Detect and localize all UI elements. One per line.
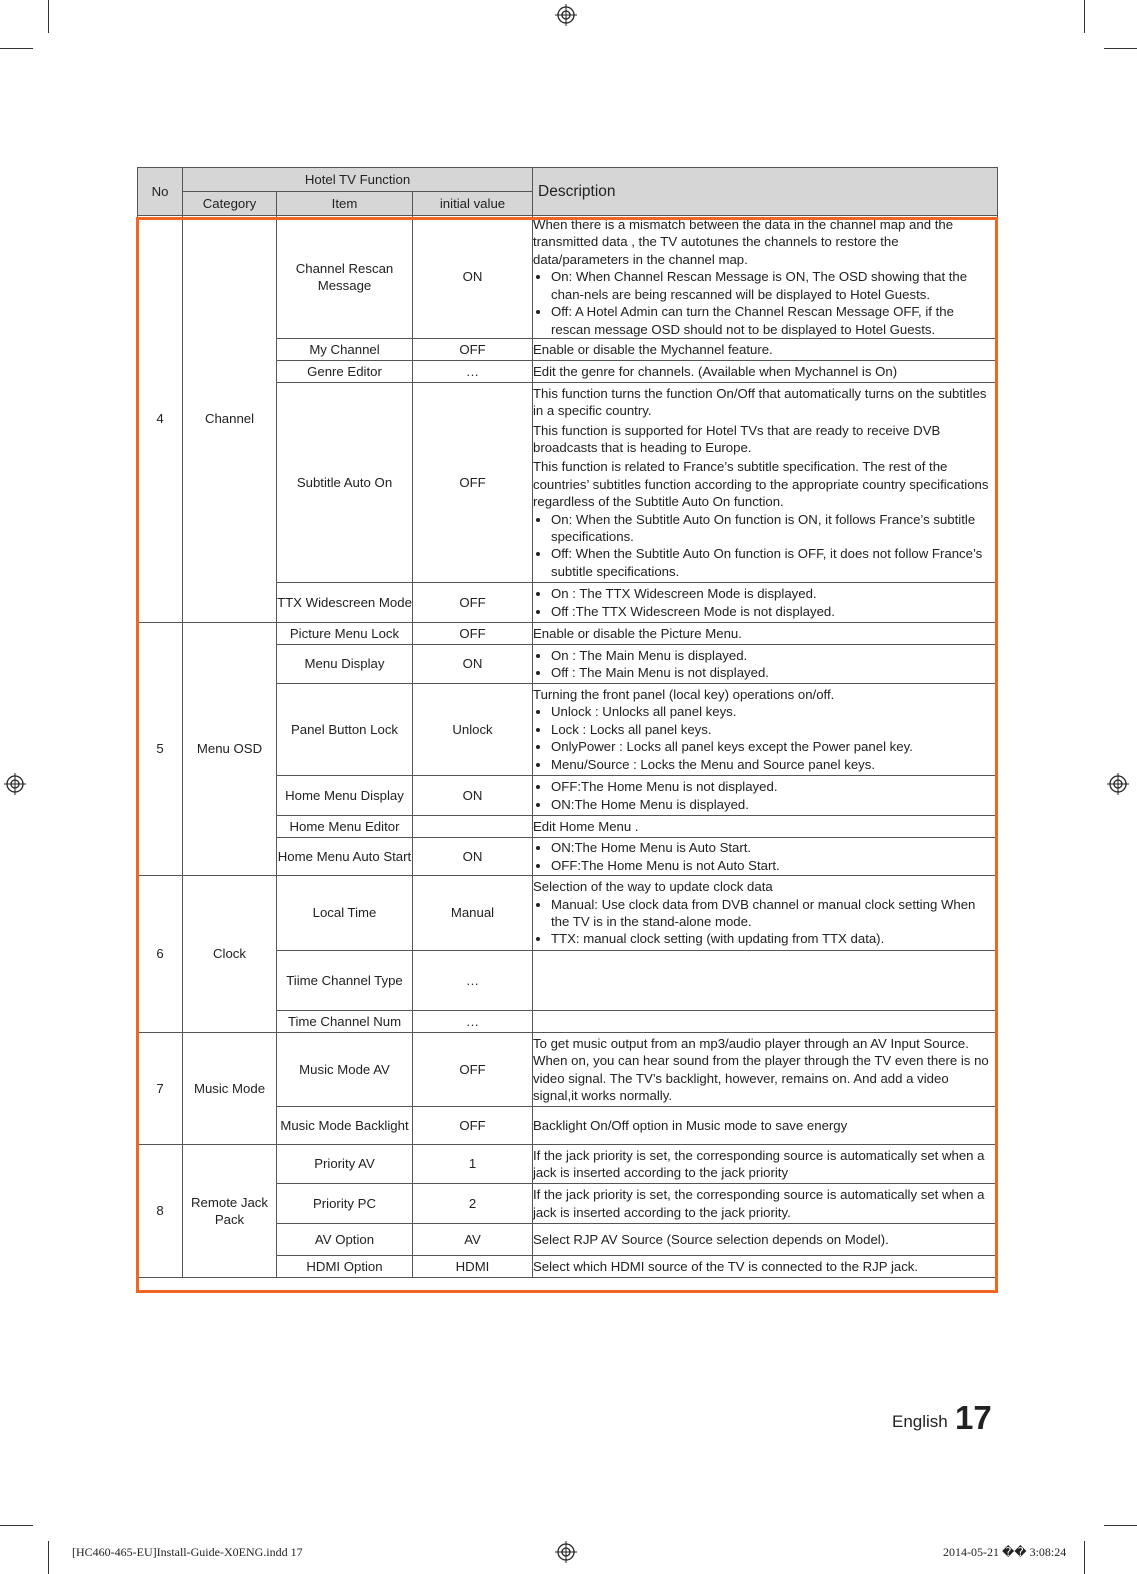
item-description bbox=[533, 684, 998, 776]
item-description bbox=[533, 1256, 998, 1278]
item-description bbox=[533, 361, 998, 383]
header-no: No bbox=[138, 168, 183, 216]
item-description bbox=[533, 1184, 998, 1224]
item-name: Genre Editor bbox=[277, 361, 413, 383]
description-text: Edit Home Menu . bbox=[533, 818, 639, 834]
description-text: Select RJP AV Source (Source selection depends on Model). bbox=[533, 1231, 889, 1247]
initial-value: AV bbox=[413, 1224, 533, 1256]
crop-mark bbox=[1084, 0, 1085, 33]
item-description bbox=[533, 816, 998, 838]
description-text: Enable or disable the Picture Menu. bbox=[533, 625, 742, 641]
description-bullets bbox=[533, 839, 997, 874]
item-description bbox=[533, 383, 998, 583]
description-bullet: • Off :The TTX Widescreen Mode is not displayed. bbox=[551, 603, 997, 620]
header-initial-value: initial value bbox=[413, 192, 533, 216]
item-description bbox=[533, 216, 998, 339]
description-bullets bbox=[533, 896, 997, 948]
crop-mark bbox=[1104, 1525, 1137, 1526]
initial-value: ON bbox=[413, 216, 533, 339]
item-name: Home Menu Auto Start bbox=[277, 838, 413, 876]
description-bullet: • Off: When the Subtitle Auto On function is OFF, it does not follow France’s subtitle specifications. bbox=[551, 545, 997, 580]
initial-value: 2 bbox=[413, 1184, 533, 1224]
item-name: Picture Menu Lock bbox=[277, 623, 413, 645]
page-number: 17 bbox=[955, 1399, 992, 1436]
description-bullet: • Lock : Locks all panel keys. bbox=[551, 721, 997, 738]
table-spacer-row bbox=[138, 1278, 998, 1287]
description-bullet: • ON:The Home Menu is Auto Start. bbox=[551, 839, 997, 856]
item-name: Time Channel Num bbox=[277, 1011, 413, 1033]
print-slug-file: [HC460-465-EU]Install-Guide-X0ENG.indd 17 bbox=[72, 1545, 303, 1559]
description-bullet: • OFF:The Home Menu is not displayed. bbox=[551, 778, 997, 795]
description-text: Turning the front panel (local key) operations on/off. bbox=[533, 686, 835, 702]
item-description bbox=[533, 876, 998, 951]
item-name: Priority AV bbox=[277, 1145, 413, 1184]
table-row bbox=[138, 1033, 998, 1107]
description-bullet: • Off : The Main Menu is not displayed. bbox=[551, 664, 997, 681]
row-number: 8 bbox=[138, 1145, 183, 1278]
crop-mark bbox=[1104, 48, 1137, 49]
item-description bbox=[533, 1224, 998, 1256]
item-description bbox=[533, 623, 998, 645]
description-bullet: • OnlyPower : Locks all panel keys except the Power panel key. bbox=[551, 738, 997, 755]
description-bullets bbox=[533, 268, 997, 338]
registration-mark-icon bbox=[555, 1541, 577, 1563]
description-bullet: • On : The Main Menu is displayed. bbox=[551, 647, 997, 664]
description-text: This function turns the function On/Off that automatically turns on the subtitles in a specific country. bbox=[533, 385, 987, 419]
item-name: Music Mode AV bbox=[277, 1033, 413, 1107]
initial-value bbox=[413, 816, 533, 838]
description-bullet: • Menu/Source : Locks the Menu and Source panel keys. bbox=[551, 756, 997, 773]
item-name: Panel Button Lock bbox=[277, 684, 413, 776]
initial-value: OFF bbox=[413, 1033, 533, 1107]
description-text: When there is a mismatch between the data in the channel map and the transmitted data , the TV autotunes the channels to restore the data/parameters in the channel map. bbox=[533, 217, 954, 267]
initial-value: OFF bbox=[413, 339, 533, 361]
description-bullet: • ON:The Home Menu is displayed. bbox=[551, 796, 997, 813]
header-item: Item bbox=[277, 192, 413, 216]
description-bullets bbox=[533, 703, 997, 773]
row-number: 4 bbox=[138, 216, 183, 623]
description-bullet: • Manual: Use clock data from DVB channel or manual clock setting When the TV is in the stand-alone mode. bbox=[551, 896, 997, 931]
row-number: 5 bbox=[138, 623, 183, 876]
description-bullets bbox=[533, 585, 997, 620]
item-name: Subtitle Auto On bbox=[277, 383, 413, 583]
description-text: If the jack priority is set, the corresponding source is automatically set when a jack is inserted according to the jack priority bbox=[533, 1147, 985, 1180]
description-text: Select which HDMI source of the TV is connected to the RJP jack. bbox=[533, 1258, 919, 1274]
initial-value: Manual bbox=[413, 876, 533, 951]
item-name: AV Option bbox=[277, 1224, 413, 1256]
row-category: Remote Jack Pack bbox=[183, 1145, 277, 1278]
initial-value: ON bbox=[413, 776, 533, 816]
table-row bbox=[138, 623, 998, 645]
registration-mark-icon bbox=[555, 4, 577, 26]
item-name: Menu Display bbox=[277, 645, 413, 684]
header-description: Description bbox=[533, 168, 998, 216]
header-category: Category bbox=[183, 192, 277, 216]
item-name: HDMI Option bbox=[277, 1256, 413, 1278]
initial-value: ON bbox=[413, 838, 533, 876]
hotel-tv-function-table bbox=[137, 167, 998, 1286]
item-name: Home Menu Display bbox=[277, 776, 413, 816]
table-row bbox=[138, 1145, 998, 1184]
description-bullet: • On : The TTX Widescreen Mode is displayed. bbox=[551, 585, 997, 602]
description-bullets bbox=[533, 511, 997, 581]
registration-mark-icon bbox=[1107, 773, 1129, 795]
spacer-cell bbox=[138, 1278, 998, 1287]
description-bullet: • OFF:The Home Menu is not Auto Start. bbox=[551, 857, 997, 874]
initial-value: HDMI bbox=[413, 1256, 533, 1278]
item-name: Tiime Channel Type bbox=[277, 951, 413, 1011]
table-row bbox=[138, 876, 998, 951]
table-body bbox=[138, 216, 998, 1287]
item-name: Local Time bbox=[277, 876, 413, 951]
description-text: This function is related to France’s subtitle specification. The rest of the countries’ subtitles function according to the appropriate country specifications regardless of the Subtitle Auto On function. bbox=[533, 459, 989, 510]
description-text: Enable or disable the Mychannel feature. bbox=[533, 341, 773, 357]
header-hotel-tv-function: Hotel TV Function bbox=[183, 168, 533, 192]
item-description bbox=[533, 1011, 998, 1033]
initial-value: ON bbox=[413, 645, 533, 684]
item-name: Music Mode Backlight bbox=[277, 1107, 413, 1145]
description-text: Selection of the way to update clock data bbox=[533, 879, 773, 895]
row-category: Clock bbox=[183, 876, 277, 1033]
description-text: If the jack priority is set, the corresponding source is automatically set when a jack is inserted according to the jack priority. bbox=[533, 1187, 985, 1220]
crop-mark bbox=[48, 0, 49, 33]
item-name: Home Menu Editor bbox=[277, 816, 413, 838]
description-bullets bbox=[533, 778, 997, 813]
description-bullet: • On: When Channel Rescan Message is ON, The OSD showing that the chan-nels are being rescanned will be displayed to Hotel Guests. bbox=[551, 268, 997, 303]
row-number: 6 bbox=[138, 876, 183, 1033]
table-row bbox=[138, 216, 998, 339]
description-bullet: • TTX: manual clock setting (with updating from TTX data). bbox=[551, 930, 997, 947]
item-description bbox=[533, 339, 998, 361]
item-description bbox=[533, 776, 998, 816]
footer-language: English bbox=[892, 1412, 948, 1431]
row-category: Menu OSD bbox=[183, 623, 277, 876]
initial-value: OFF bbox=[413, 1107, 533, 1145]
description-bullets bbox=[533, 647, 997, 682]
description-bullet: • Off: A Hotel Admin can turn the Channel Rescan Message OFF, if the rescan message OSD should not to be displayed to Hotel Guests. bbox=[551, 303, 997, 338]
initial-value: … bbox=[413, 951, 533, 1011]
item-name: TTX Widescreen Mode bbox=[277, 583, 413, 623]
description-text: Backlight On/Off option in Music mode to save energy bbox=[533, 1117, 848, 1133]
description-bullet: • Unlock : Unlocks all panel keys. bbox=[551, 703, 997, 720]
item-name: Channel Rescan Message bbox=[277, 216, 413, 339]
row-category: Channel bbox=[183, 216, 277, 623]
crop-mark bbox=[1084, 1541, 1085, 1574]
initial-value: … bbox=[413, 361, 533, 383]
description-text: This function is supported for Hotel TVs that are ready to receive DVB broadcasts that is heading to Europe. bbox=[533, 422, 941, 455]
item-description bbox=[533, 951, 998, 1011]
item-description bbox=[533, 645, 998, 684]
initial-value: OFF bbox=[413, 623, 533, 645]
initial-value: Unlock bbox=[413, 684, 533, 776]
description-bullet: • On: When the Subtitle Auto On function is ON, it follows France’s subtitle specifications. bbox=[551, 511, 997, 546]
row-number: 7 bbox=[138, 1033, 183, 1145]
item-name: My Channel bbox=[277, 339, 413, 361]
initial-value: OFF bbox=[413, 383, 533, 583]
row-category: Music Mode bbox=[183, 1033, 277, 1145]
initial-value: 1 bbox=[413, 1145, 533, 1184]
print-slug-timestamp: 2014-05-21 �� 3:08:24 bbox=[943, 1545, 1067, 1559]
item-description bbox=[533, 1033, 998, 1107]
crop-mark bbox=[48, 1541, 49, 1574]
initial-value: … bbox=[413, 1011, 533, 1033]
item-description bbox=[533, 1107, 998, 1145]
table-header bbox=[138, 168, 998, 216]
crop-mark bbox=[0, 1525, 33, 1526]
item-name: Priority PC bbox=[277, 1184, 413, 1224]
description-text: Edit the genre for channels. (Available when Mychannel is On) bbox=[533, 363, 898, 379]
crop-mark bbox=[0, 48, 33, 49]
item-description bbox=[533, 838, 998, 876]
item-description bbox=[533, 1145, 998, 1184]
registration-mark-icon bbox=[4, 773, 26, 795]
item-description bbox=[533, 583, 998, 623]
initial-value: OFF bbox=[413, 583, 533, 623]
description-text: To get music output from an mp3/audio player through an AV Input Source. When on, you can hear sound from the player through the TV even there is no video signal. The TV’s backlight, however, remains on. And add a video signal,it works normally. bbox=[533, 1035, 989, 1103]
